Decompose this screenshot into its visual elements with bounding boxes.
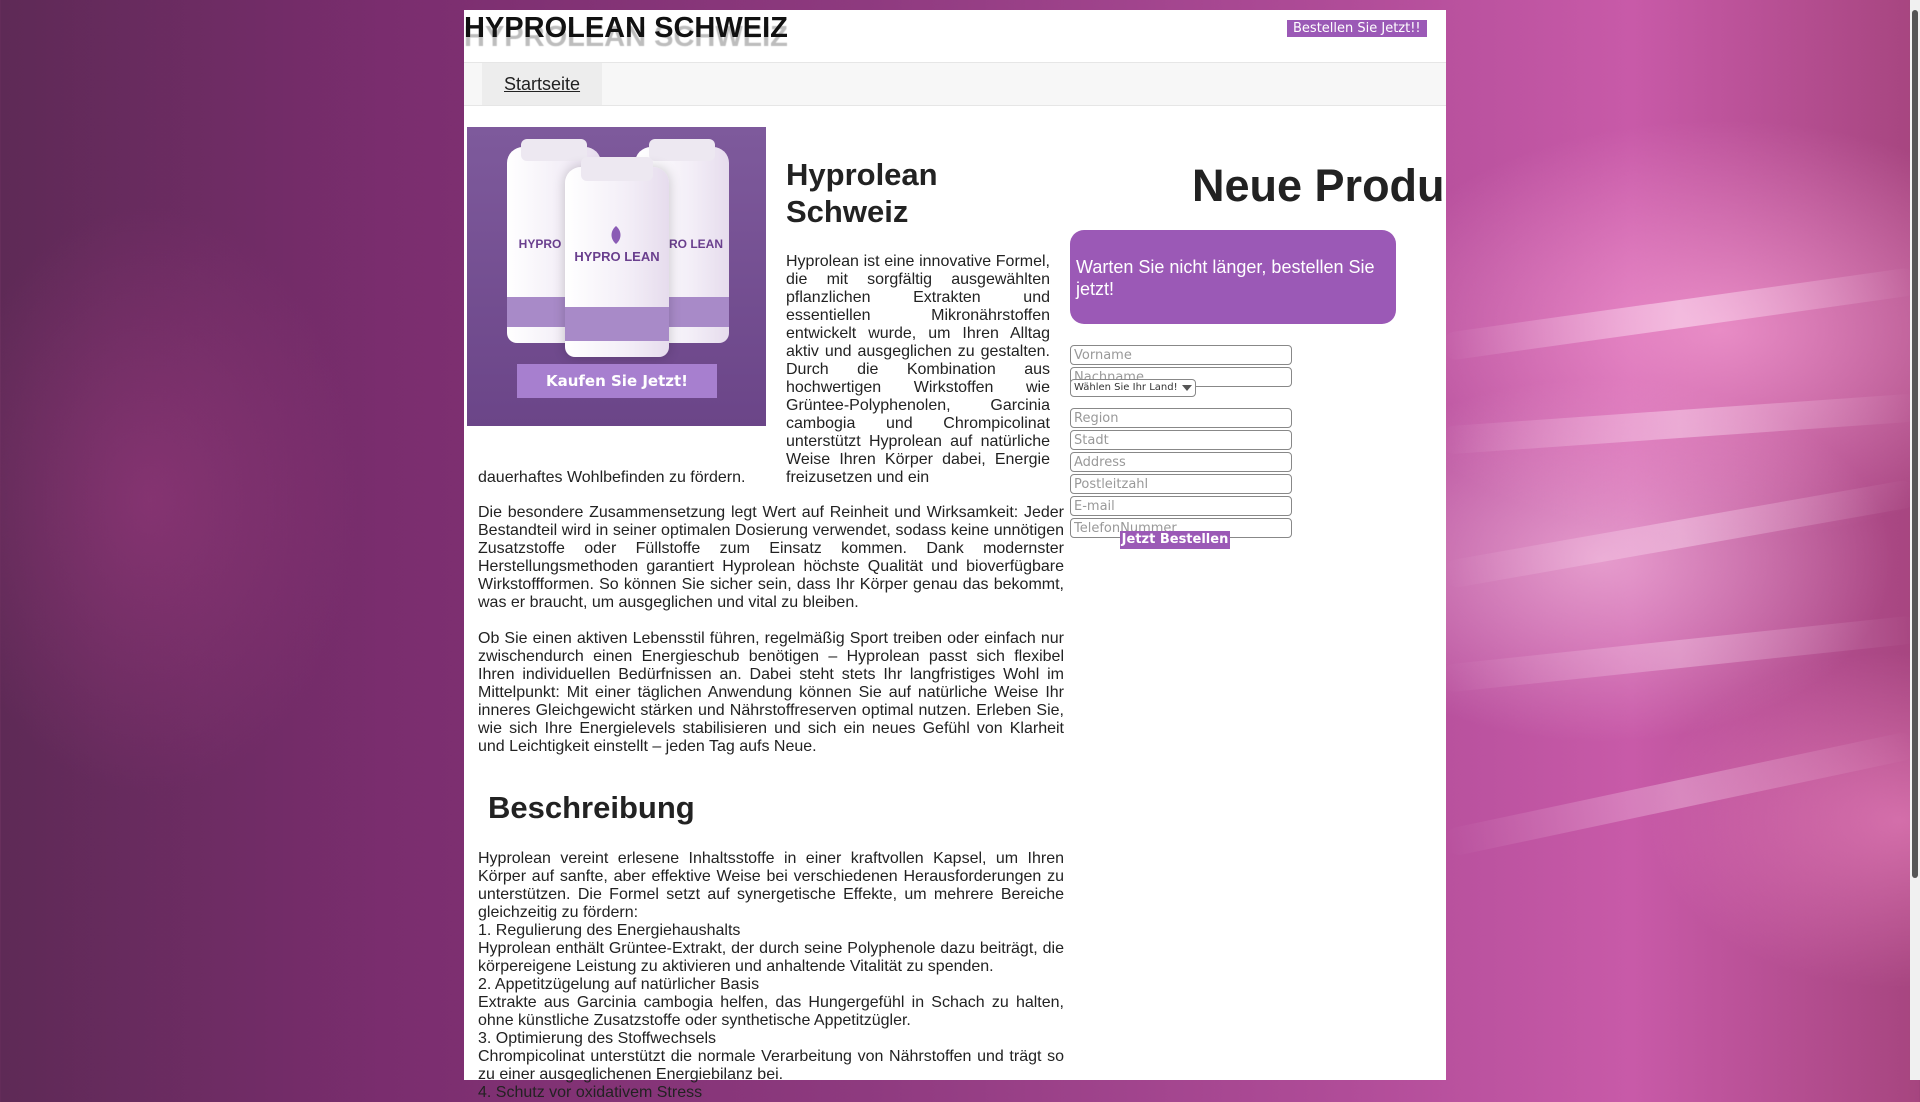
description-line: Chrompicolinat unterstützt die normale Verarbeitung von Nährstoffen und trägt so zu einer ausgeglichenen Energiebilanz bei. xyxy=(478,1048,1064,1083)
description-heading: 3. Optimierung des Stoffwechsels xyxy=(478,1030,717,1047)
zip-input[interactable] xyxy=(1070,474,1292,494)
product-image[interactable] xyxy=(467,127,766,426)
lifestyle-paragraph: Ob Sie einen aktiven Lebensstil führen, regelmäßig Sport treiben oder einfach nur zwischendurch einen Energieschub benötigen – Hyprolean passt sich flexibel Ihren individuellen Bedürfnissen an. Dabei steht stets Ihr langfristiges Wohl im Mittelpunkt: Mit einer täglichen Anwendung können Sie auf natürliche Weise Ihr inneres Gleichgewicht stärken und Nährstoffreserven optimal nutzen. Erleben Sie, wie sich Ihre Energielevels stabilisieren und sich ein neues Gefühl von Klarheit und Leichtigkeit einstellt – jeden Tag aufs Neue. xyxy=(478,630,1064,755)
email-input[interactable] xyxy=(1070,496,1292,516)
promo-text: Warten Sie nicht länger, bestellen Sie jetzt! xyxy=(1076,257,1375,299)
bottle-label-band xyxy=(565,307,669,341)
new-products-title: Neue Produ xyxy=(1192,160,1445,211)
composition-paragraph: Die besondere Zusammensetzung legt Wert auf Reinheit und Wirksamkeit: Jeder Bestandteil wird in seiner optimalen Dosierung verwendet, sodass keine unnötigen Zusatzstoffe oder Füllstoffe zum Einsatz kommen. Dank modernster Herstellungsmethoden garantiert Hyprolean höchste Qualität und bioverfügbare Wirkstoffformen. So können Sie sicher sein, dass Ihr Körper genau das bekommt, was er braucht, um ausgeglichen und vital zu bleiben. xyxy=(478,504,1064,611)
description-line: Hyprolean vereint erlesene Inhaltsstoffe in einer kraftvollen Kapsel, um Ihren Körper auf sanfte, aber effektive Weise bei verschiedenen Herausforderungen zu unterstützen. Die Formel setzt auf synergetische Effekte, um mehrere Bereiche gleichzeitig zu fördern: xyxy=(478,850,1064,921)
leaf-logo-icon xyxy=(607,225,625,245)
page-container xyxy=(464,10,1446,1101)
background-streak xyxy=(1440,393,1920,454)
chevron-down-icon xyxy=(1182,385,1192,391)
firstname-input[interactable] xyxy=(1070,345,1292,365)
description-heading: 2. Appetitzügelung auf natürlicher Basis xyxy=(478,976,760,993)
address-input[interactable] xyxy=(1070,452,1292,472)
page-scrollbar[interactable] xyxy=(1910,0,1920,1080)
description-body xyxy=(478,850,1064,1102)
region-input[interactable] xyxy=(1070,408,1292,428)
background-streak xyxy=(1442,730,1917,857)
bottle-center xyxy=(565,167,669,357)
buy-now-badge[interactable]: Kaufen Sie Jetzt! xyxy=(517,364,717,398)
bottle-brand-text: HYPRO LEAN xyxy=(574,249,660,264)
country-select[interactable] xyxy=(1070,379,1196,397)
description-line: Extrakte aus Garcinia cambogia helfen, das Hungergefühl in Schach zu halten, ohne künstliche Zusatzstoffe oder synthetische Appetitzügler. xyxy=(478,994,1064,1029)
bottle-cap xyxy=(521,139,587,161)
background-streak xyxy=(1440,615,1920,693)
description-title: Beschreibung xyxy=(488,790,695,825)
site-header xyxy=(464,10,1446,63)
scrollbar-thumb[interactable] xyxy=(1912,10,1918,878)
promo-box xyxy=(1070,230,1396,324)
bottle-cap xyxy=(649,139,715,161)
bottle-brand-text: HYPRO xyxy=(518,237,562,251)
nav-item-home[interactable]: Startseite xyxy=(482,63,602,105)
intro-paragraph-end: dauerhaftes Wohlbefinden zu fördern. xyxy=(478,469,746,486)
description-line: Hyprolean enthält Grüntee-Extrakt, der durch seine Polyphenole dazu beiträgt, die körpereigene Leistung zu aktivieren und anhaltende Vitalität zu spenden. xyxy=(478,940,1064,975)
bottle-cap xyxy=(581,157,653,181)
background-streak xyxy=(1440,267,1919,362)
site-title[interactable]: HYPROLEAN SCHWEIZ xyxy=(464,12,788,44)
main-navigation xyxy=(464,63,1446,106)
country-select-label: Wählen Sie Ihr Land! xyxy=(1074,382,1178,393)
bottle-brand-text: RO LEAN xyxy=(669,237,723,251)
description-heading: 1. Regulierung des Energiehaushalts xyxy=(478,922,741,939)
city-input[interactable] xyxy=(1070,430,1292,450)
intro-title: Hyprolean Schweiz xyxy=(786,157,938,229)
background-streak xyxy=(1441,479,1919,590)
description-heading: 4. Schutz vor oxidativem Stress xyxy=(478,1084,703,1101)
order-now-button[interactable]: Bestellen Sie Jetzt!! xyxy=(1287,20,1427,37)
submit-order-button[interactable]: Jetzt Bestellen xyxy=(1121,532,1229,547)
intro-paragraph: Hyprolean ist eine innovative Formel, die mit sorgfältig ausgewählten pflanzlichen Extrakten und essentiellen Mikronährstoffen entwickelt wurde, um Ihren Alltag aktiv und ausgeglichen zu gestalten. Durch die Kombination aus hochwertigen Wirkstoffen wie Grüntee-Polyphenolen, Garcinia cambogia und Chrompicolinat unterstützt Hyprolean auf natürliche Weise Ihren Körper dabei, Energie freizusetzen und ein xyxy=(786,253,1050,486)
